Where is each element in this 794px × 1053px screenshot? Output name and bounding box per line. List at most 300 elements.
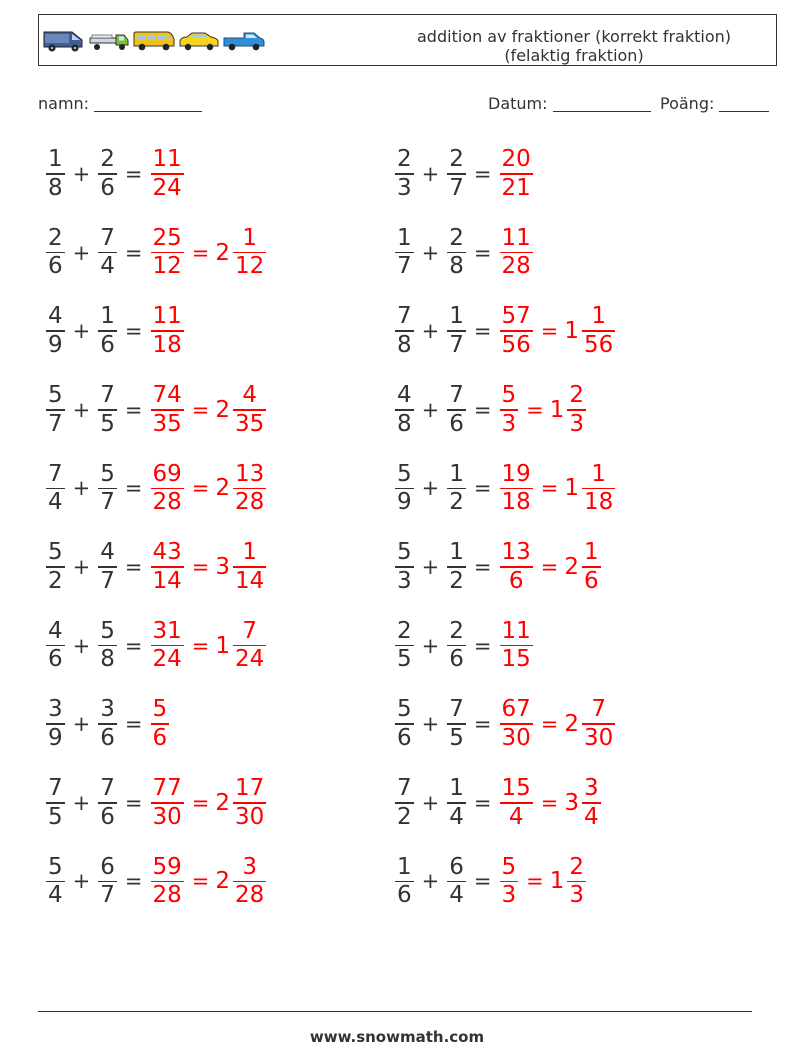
vehicle-icon-strip xyxy=(42,28,266,52)
addend-a-fraction xyxy=(395,462,414,516)
result-fraction xyxy=(500,619,533,673)
addend-a-numerator: 2 xyxy=(48,224,63,251)
mixed-whole-number: 1 xyxy=(564,475,580,502)
addend-b-denominator: 4 xyxy=(449,803,464,830)
result-fraction xyxy=(151,540,184,594)
mixed-denominator: 3 xyxy=(569,410,585,437)
mixed-whole-number: 2 xyxy=(564,554,580,580)
addend-a-numerator: 4 xyxy=(48,303,63,330)
score-blank-line[interactable] xyxy=(719,95,769,112)
result-fraction xyxy=(151,147,184,201)
answer xyxy=(498,855,589,909)
addend-b-denominator: 7 xyxy=(100,567,115,594)
date-field[interactable] xyxy=(488,94,651,113)
addend-a-fraction xyxy=(46,619,65,673)
addend-a-numerator: 5 xyxy=(48,539,63,566)
mixed-fraction xyxy=(567,383,586,437)
addend-b-denominator: 5 xyxy=(449,724,464,751)
result-fraction xyxy=(151,697,170,751)
addend-a-numerator: 5 xyxy=(397,460,412,487)
mixed-whole-number: 1 xyxy=(549,868,565,895)
mixed-whole-number: 3 xyxy=(564,789,580,816)
addend-a-denominator: 4 xyxy=(48,882,63,909)
addend-b-denominator: 7 xyxy=(100,489,115,516)
mixed-equals-sign: = xyxy=(526,397,544,422)
addend-a-denominator: 2 xyxy=(48,567,63,594)
plus-sign: + xyxy=(421,240,440,265)
result-numerator: 13 xyxy=(501,539,531,566)
equals-sign: = xyxy=(473,319,492,344)
addend-b-denominator: 4 xyxy=(100,253,115,280)
answer xyxy=(498,619,535,673)
plus-sign: + xyxy=(72,633,91,658)
addend-a-denominator: 2 xyxy=(397,803,412,830)
result-numerator: 19 xyxy=(501,460,531,487)
equals-sign: = xyxy=(124,555,143,579)
result-denominator: 3 xyxy=(501,410,517,437)
mixed-denominator: 30 xyxy=(584,724,614,751)
result-denominator: 28 xyxy=(152,489,182,516)
addend-a-numerator: 7 xyxy=(397,775,412,801)
result-denominator: 15 xyxy=(501,646,531,673)
addend-b-numerator: 2 xyxy=(449,617,464,644)
mixed-equals-sign: = xyxy=(540,790,559,815)
mixed-whole-number: 2 xyxy=(564,711,580,738)
answer xyxy=(498,540,603,594)
mixed-numerator: 7 xyxy=(242,617,257,644)
result-numerator: 43 xyxy=(152,539,182,566)
result-fraction xyxy=(151,462,184,516)
plus-sign: + xyxy=(72,555,91,579)
plus-sign: + xyxy=(421,790,440,815)
result-denominator: 30 xyxy=(501,724,531,751)
equals-sign: = xyxy=(124,397,143,422)
addend-a-denominator: 3 xyxy=(397,174,412,201)
equals-sign: = xyxy=(473,790,492,815)
name-label: namn: xyxy=(38,94,90,113)
addend-b-fraction xyxy=(98,697,117,751)
addend-b-denominator: 7 xyxy=(449,174,464,201)
addend-b-numerator: 3 xyxy=(100,696,115,723)
result-denominator: 14 xyxy=(152,567,182,594)
date-blank-line[interactable] xyxy=(553,95,651,112)
mixed-equals-sign: = xyxy=(191,397,210,422)
addend-b-numerator: 1 xyxy=(449,460,464,487)
addend-a-denominator: 4 xyxy=(48,489,63,516)
answer xyxy=(149,304,186,358)
result-denominator: 6 xyxy=(508,567,524,594)
addend-b-numerator: 1 xyxy=(100,303,115,330)
plus-sign: + xyxy=(72,712,91,737)
addend-a-numerator: 7 xyxy=(48,775,63,801)
problem-item xyxy=(44,223,268,283)
result-numerator: 69 xyxy=(152,460,182,487)
score-label: Poäng: xyxy=(660,94,715,113)
addend-b-denominator: 6 xyxy=(100,331,115,358)
addend-a-denominator: 6 xyxy=(397,882,412,909)
addend-b-fraction xyxy=(447,147,466,201)
addend-a-numerator: 2 xyxy=(397,617,412,644)
mixed-equals-sign: = xyxy=(540,476,559,501)
addend-a-numerator: 1 xyxy=(397,853,412,880)
plus-sign: + xyxy=(421,319,440,344)
result-denominator: 30 xyxy=(152,803,182,830)
result-fraction xyxy=(500,697,533,751)
addend-b-numerator: 1 xyxy=(449,303,464,330)
equals-sign: = xyxy=(124,633,143,658)
plus-sign: + xyxy=(72,397,91,422)
result-fraction xyxy=(500,304,533,358)
mixed-numerator: 7 xyxy=(591,696,606,723)
addend-a-denominator: 8 xyxy=(397,331,412,358)
result-numerator: 5 xyxy=(501,853,517,880)
addend-b-numerator: 5 xyxy=(100,460,115,487)
answer xyxy=(149,855,269,909)
mixed-denominator: 28 xyxy=(235,489,265,516)
addend-a-fraction xyxy=(395,855,414,909)
mixed-denominator: 4 xyxy=(584,803,599,830)
mixed-fraction xyxy=(567,855,586,909)
addend-b-fraction xyxy=(98,462,117,516)
footer-url: www.snowmath.com xyxy=(309,1028,485,1046)
addend-a-fraction xyxy=(395,147,414,201)
name-field[interactable] xyxy=(38,94,202,113)
addend-b-fraction xyxy=(98,383,117,437)
problem-item xyxy=(44,380,268,440)
addend-b-numerator: 7 xyxy=(100,775,115,801)
mixed-numerator: 1 xyxy=(242,539,257,566)
result-numerator: 11 xyxy=(152,146,182,173)
mixed-fraction xyxy=(582,540,601,594)
addend-a-numerator: 7 xyxy=(48,460,63,487)
minibus-icon xyxy=(132,28,176,52)
answer xyxy=(498,304,618,358)
equals-sign: = xyxy=(473,712,492,737)
addend-a-denominator: 7 xyxy=(397,253,412,280)
result-fraction xyxy=(151,855,184,909)
mixed-numerator: 1 xyxy=(591,460,606,487)
result-fraction xyxy=(151,383,184,437)
result-numerator: 67 xyxy=(501,696,531,723)
problem-item xyxy=(393,380,588,440)
addend-b-numerator: 7 xyxy=(100,224,115,251)
addend-a-fraction xyxy=(46,855,65,909)
addend-b-fraction xyxy=(447,776,466,830)
addend-a-denominator: 9 xyxy=(48,331,63,358)
mixed-fraction xyxy=(582,697,615,751)
result-fraction xyxy=(500,226,533,280)
answer xyxy=(498,147,535,201)
taxi-car-icon xyxy=(178,28,220,52)
mixed-fraction xyxy=(233,383,266,437)
plus-sign: + xyxy=(421,869,440,894)
addend-b-fraction xyxy=(447,540,466,594)
result-numerator: 20 xyxy=(501,146,531,173)
problem-item xyxy=(44,851,268,911)
answer xyxy=(149,776,269,830)
mixed-equals-sign: = xyxy=(191,790,210,815)
plus-sign: + xyxy=(421,633,440,658)
addend-b-numerator: 7 xyxy=(100,382,115,408)
footer-divider xyxy=(38,1011,752,1012)
mixed-equals-sign: = xyxy=(526,869,544,894)
plus-sign: + xyxy=(72,319,91,344)
mixed-numerator: 13 xyxy=(235,460,265,487)
result-denominator: 56 xyxy=(501,331,531,358)
addend-a-fraction xyxy=(46,697,65,751)
addend-a-denominator: 5 xyxy=(397,646,412,673)
plus-sign: + xyxy=(421,712,440,737)
mixed-denominator: 35 xyxy=(235,410,265,437)
flatbed-truck-icon xyxy=(88,28,130,52)
equals-sign: = xyxy=(124,319,143,344)
mixed-whole-number: 1 xyxy=(549,396,565,423)
addend-b-numerator: 1 xyxy=(449,539,464,566)
mixed-denominator: 28 xyxy=(235,882,265,909)
addend-b-fraction xyxy=(447,383,466,437)
mixed-numerator: 4 xyxy=(242,382,257,408)
addend-b-numerator: 2 xyxy=(100,146,115,173)
result-fraction xyxy=(500,776,533,830)
equals-sign: = xyxy=(473,162,492,186)
addend-a-numerator: 5 xyxy=(397,539,412,566)
addend-b-fraction xyxy=(98,147,117,201)
score-field[interactable] xyxy=(660,94,769,113)
result-denominator: 6 xyxy=(152,724,168,751)
addend-b-fraction xyxy=(447,619,466,673)
addend-b-fraction xyxy=(98,304,117,358)
addend-a-fraction xyxy=(46,462,65,516)
addend-b-fraction xyxy=(447,462,466,516)
mixed-denominator: 14 xyxy=(235,567,265,594)
result-fraction xyxy=(500,462,533,516)
mixed-fraction xyxy=(582,304,615,358)
answer xyxy=(498,697,618,751)
equals-sign: = xyxy=(124,712,143,737)
addend-b-fraction xyxy=(98,776,117,830)
mixed-fraction xyxy=(233,776,266,830)
worksheet-title xyxy=(409,27,739,65)
addend-b-fraction xyxy=(98,226,117,280)
mixed-whole-number: 2 xyxy=(215,239,231,266)
addend-a-numerator: 2 xyxy=(397,146,412,173)
addend-b-fraction xyxy=(447,697,466,751)
addend-a-numerator: 1 xyxy=(48,146,63,173)
plus-sign: + xyxy=(72,162,91,186)
result-fraction xyxy=(151,226,184,280)
mixed-whole-number: 1 xyxy=(215,632,231,659)
mixed-denominator: 30 xyxy=(235,803,265,830)
answer xyxy=(149,462,269,516)
mixed-numerator: 2 xyxy=(569,853,585,880)
addend-b-denominator: 8 xyxy=(100,646,115,673)
mixed-denominator: 3 xyxy=(569,882,585,909)
addend-a-numerator: 5 xyxy=(48,382,63,408)
addend-b-fraction xyxy=(98,855,117,909)
addend-b-numerator: 7 xyxy=(449,382,464,408)
mixed-whole-number: 2 xyxy=(215,789,231,816)
date-label: Datum: xyxy=(488,94,548,113)
result-fraction xyxy=(500,147,533,201)
problem-item xyxy=(44,458,268,518)
addend-a-fraction xyxy=(46,304,65,358)
addend-a-denominator: 5 xyxy=(48,803,63,830)
mixed-numerator: 17 xyxy=(235,775,265,801)
addend-b-denominator: 6 xyxy=(100,174,115,201)
addend-b-denominator: 5 xyxy=(100,410,115,437)
result-fraction xyxy=(151,304,184,358)
plus-sign: + xyxy=(421,476,440,501)
addend-a-fraction xyxy=(46,226,65,280)
mixed-fraction xyxy=(233,462,266,516)
addend-b-numerator: 6 xyxy=(100,853,115,880)
addend-a-fraction xyxy=(46,383,65,437)
answer xyxy=(498,383,589,437)
mixed-numerator: 3 xyxy=(242,853,257,880)
addend-a-fraction xyxy=(395,226,414,280)
equals-sign: = xyxy=(124,476,143,501)
van-icon xyxy=(42,28,86,52)
equals-sign: = xyxy=(124,790,143,815)
mixed-equals-sign: = xyxy=(191,633,210,658)
result-denominator: 18 xyxy=(152,331,182,358)
answer xyxy=(149,147,186,201)
plus-sign: + xyxy=(421,397,440,422)
addend-a-fraction xyxy=(46,540,65,594)
addend-a-numerator: 4 xyxy=(397,382,412,408)
equals-sign: = xyxy=(473,240,492,265)
problem-item xyxy=(44,144,186,204)
addend-a-fraction xyxy=(395,619,414,673)
addend-b-numerator: 7 xyxy=(449,696,464,723)
answer xyxy=(149,383,269,437)
problem-item xyxy=(393,144,535,204)
mixed-equals-sign: = xyxy=(191,555,210,579)
result-denominator: 35 xyxy=(152,410,182,437)
mixed-denominator: 18 xyxy=(584,489,614,516)
problem-item xyxy=(44,694,171,754)
addend-b-denominator: 7 xyxy=(449,331,464,358)
result-numerator: 57 xyxy=(501,303,531,330)
addend-b-fraction xyxy=(98,540,117,594)
result-numerator: 59 xyxy=(152,853,182,880)
addend-b-numerator: 5 xyxy=(100,617,115,644)
result-denominator: 12 xyxy=(152,253,182,280)
result-fraction xyxy=(500,540,533,594)
addend-b-numerator: 1 xyxy=(449,775,464,801)
result-fraction xyxy=(500,383,519,437)
equals-sign: = xyxy=(473,869,492,894)
addend-a-fraction xyxy=(46,776,65,830)
addend-b-numerator: 4 xyxy=(100,539,115,566)
mixed-denominator: 12 xyxy=(235,253,265,280)
plus-sign: + xyxy=(72,790,91,815)
addend-a-fraction xyxy=(395,304,414,358)
plus-sign: + xyxy=(421,555,440,579)
addend-a-fraction xyxy=(46,147,65,201)
addend-b-numerator: 2 xyxy=(449,146,464,173)
mixed-denominator: 6 xyxy=(584,567,599,594)
problem-item xyxy=(44,537,268,597)
result-numerator: 11 xyxy=(501,617,531,644)
addend-a-fraction xyxy=(395,540,414,594)
result-fraction xyxy=(151,776,184,830)
name-blank-line[interactable] xyxy=(94,95,202,112)
addend-a-denominator: 8 xyxy=(48,174,63,201)
equals-sign: = xyxy=(473,397,492,422)
addend-b-denominator: 2 xyxy=(449,489,464,516)
addend-a-denominator: 8 xyxy=(397,410,412,437)
mixed-numerator: 1 xyxy=(242,224,257,251)
equals-sign: = xyxy=(473,555,492,579)
addend-a-fraction xyxy=(395,383,414,437)
addend-a-denominator: 6 xyxy=(397,724,412,751)
addend-b-denominator: 6 xyxy=(100,724,115,751)
equals-sign: = xyxy=(473,476,492,501)
mixed-numerator: 3 xyxy=(584,775,599,801)
answer xyxy=(498,226,535,280)
mixed-denominator: 24 xyxy=(235,646,265,673)
equals-sign: = xyxy=(124,240,143,265)
addend-a-denominator: 9 xyxy=(48,724,63,751)
mixed-fraction xyxy=(233,226,266,280)
answer xyxy=(498,462,618,516)
addend-b-fraction xyxy=(447,226,466,280)
equals-sign: = xyxy=(124,869,143,894)
problem-item xyxy=(393,301,617,361)
answer xyxy=(149,226,269,280)
addend-b-denominator: 2 xyxy=(449,567,464,594)
answer xyxy=(498,776,603,830)
mixed-numerator: 2 xyxy=(569,382,585,408)
addend-b-denominator: 7 xyxy=(100,882,115,909)
addend-b-numerator: 2 xyxy=(449,224,464,251)
mixed-equals-sign: = xyxy=(191,240,210,265)
addend-b-denominator: 4 xyxy=(449,882,464,909)
worksheet-header xyxy=(38,14,777,66)
mixed-equals-sign: = xyxy=(540,555,559,579)
result-denominator: 21 xyxy=(501,174,531,201)
result-numerator: 25 xyxy=(152,224,182,251)
addend-a-numerator: 5 xyxy=(397,696,412,723)
problem-item xyxy=(393,773,603,833)
plus-sign: + xyxy=(421,162,440,186)
title-line-2: (felaktig fraktion) xyxy=(504,46,644,65)
plus-sign: + xyxy=(72,240,91,265)
problem-item xyxy=(393,616,535,676)
result-denominator: 24 xyxy=(152,174,182,201)
addend-b-fraction xyxy=(447,304,466,358)
problem-item xyxy=(44,773,268,833)
result-numerator: 5 xyxy=(501,382,517,408)
problem-item xyxy=(393,851,588,911)
result-numerator: 11 xyxy=(152,303,182,330)
problem-item xyxy=(44,616,268,676)
mixed-equals-sign: = xyxy=(540,712,559,737)
mixed-whole-number: 2 xyxy=(215,868,231,895)
mixed-fraction xyxy=(582,776,601,830)
addend-a-denominator: 6 xyxy=(48,646,63,673)
equals-sign: = xyxy=(473,633,492,658)
mixed-fraction xyxy=(233,540,266,594)
mixed-fraction xyxy=(233,619,266,673)
addend-b-numerator: 6 xyxy=(449,853,464,880)
result-numerator: 15 xyxy=(501,775,531,801)
addend-b-denominator: 6 xyxy=(449,646,464,673)
problem-item xyxy=(393,694,617,754)
problem-item xyxy=(393,458,617,518)
result-fraction xyxy=(151,619,184,673)
